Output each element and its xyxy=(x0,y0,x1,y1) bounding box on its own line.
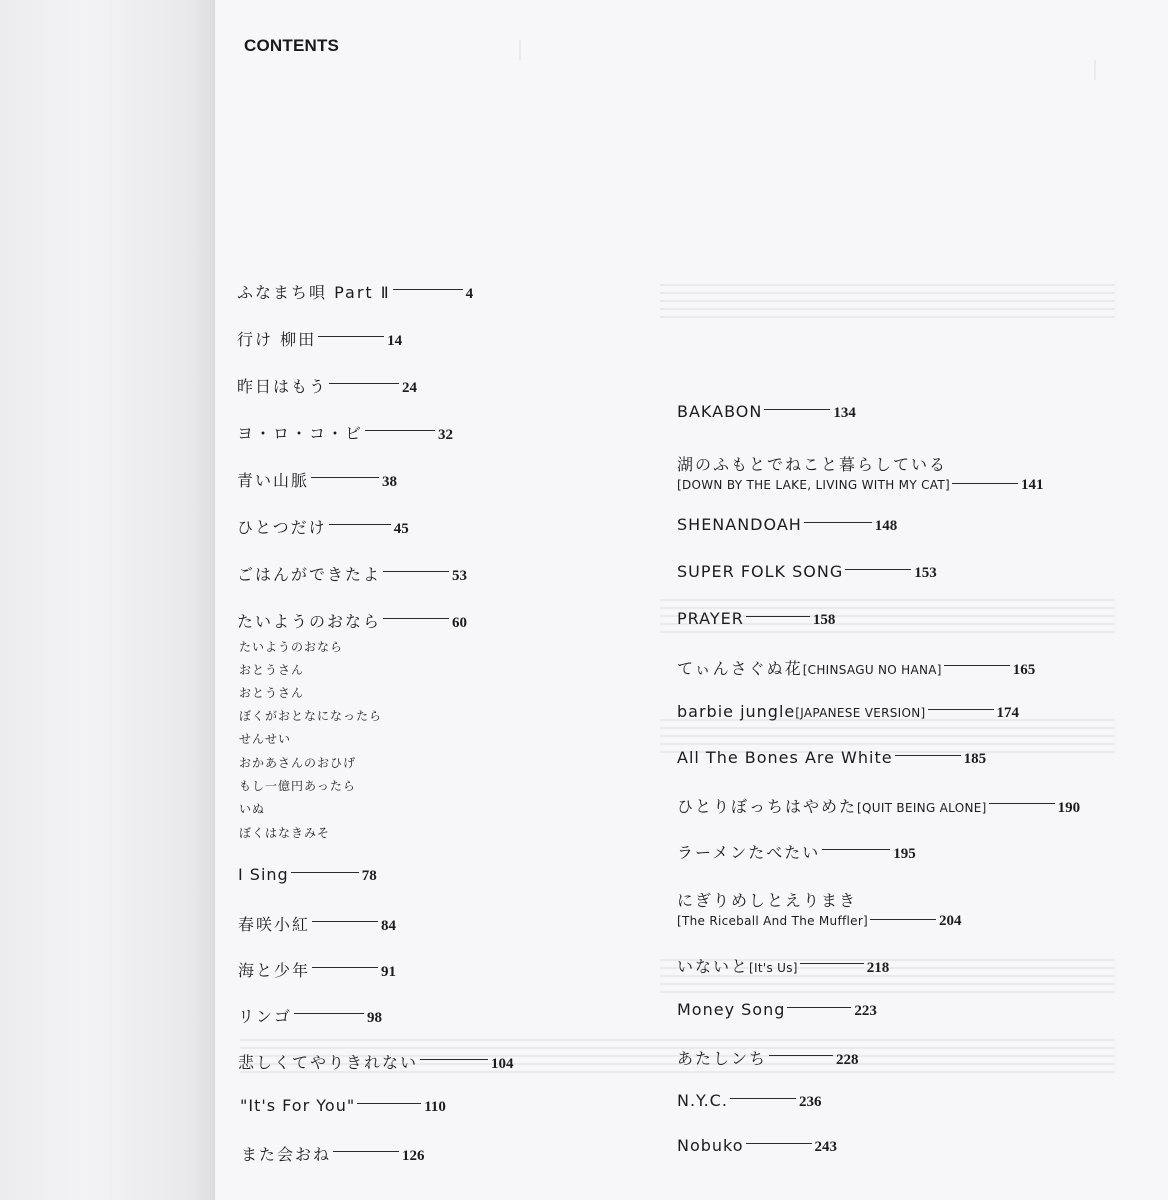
toc-entry-nigirimeshi[interactable] xyxy=(677,888,962,930)
entry-english-title: [JAPANESE VERSION] xyxy=(795,706,926,720)
leader-line xyxy=(769,1055,833,1056)
entry-title: barbie jungle xyxy=(677,702,796,721)
entry-page: 14 xyxy=(387,333,403,349)
entry-page: 141 xyxy=(1020,477,1044,493)
toc-entry-taiyou-no-onara[interactable] xyxy=(237,609,467,632)
leader-line xyxy=(312,921,378,922)
leader-line xyxy=(357,1103,421,1104)
entry-page: 195 xyxy=(893,846,916,862)
entry-page: 148 xyxy=(874,518,898,534)
toc-entry-ringo[interactable] xyxy=(238,1004,382,1027)
toc-entry-all-the-bones[interactable] xyxy=(677,748,986,768)
entry-title: N.Y.C. xyxy=(677,1091,728,1110)
leader-line xyxy=(730,1098,796,1099)
leader-line xyxy=(989,803,1055,804)
entry-title: ラーメンたべたい xyxy=(677,843,821,862)
entry-title: にぎりめしとえりまき xyxy=(677,891,858,910)
entry-page: 228 xyxy=(836,1052,859,1068)
toc-entry-inaito[interactable] xyxy=(677,954,889,977)
leader-line xyxy=(822,849,890,850)
leader-line xyxy=(383,618,449,619)
toc-entry-prayer[interactable] xyxy=(677,609,835,629)
entry-page: 104 xyxy=(491,1056,514,1072)
leader-line xyxy=(393,289,463,290)
entry-title: SHENANDOAH xyxy=(677,515,802,534)
toc-entry-mata-aone[interactable] xyxy=(241,1142,425,1165)
sub-song: もし一億円あったら xyxy=(239,779,356,793)
entry-title: ヨ・ロ・コ・ビ xyxy=(237,424,364,443)
leader-line xyxy=(952,483,1018,484)
entry-title: 悲しくてやりきれない xyxy=(238,1053,419,1072)
leader-line xyxy=(800,963,864,964)
entry-title: 海と少年 xyxy=(238,961,311,980)
entry-title: I Sing xyxy=(238,865,289,884)
sub-song: ぼくがおとなになったら xyxy=(239,709,383,723)
toc-entry-money-song[interactable] xyxy=(677,1000,877,1020)
toc-entry-atashinchi[interactable] xyxy=(677,1046,859,1069)
sub-song: おかあさんのおひげ xyxy=(239,756,357,770)
leader-line xyxy=(312,967,378,968)
toc-entry-gohan-ga-dekita-yo[interactable] xyxy=(237,562,467,585)
entry-page: 236 xyxy=(798,1094,822,1110)
toc-entry-barbie-jungle[interactable] xyxy=(677,702,1019,722)
leader-line xyxy=(746,616,810,617)
entry-page: 165 xyxy=(1012,662,1036,678)
toc-entry-kinou-wa-mou[interactable] xyxy=(237,374,417,397)
leader-line xyxy=(383,571,449,572)
entry-title: 昨日はもう xyxy=(237,377,328,396)
entry-title: たいようのおなら xyxy=(237,612,382,631)
entry-english-title: [The Riceball And The Muffler] xyxy=(677,914,869,928)
toc-entry-haruzaki-kobeni[interactable] xyxy=(238,912,396,935)
entry-page: 24 xyxy=(402,380,418,396)
leader-line xyxy=(764,409,830,410)
leader-line xyxy=(329,383,399,384)
entry-title: 青い山脈 xyxy=(237,471,310,490)
entry-title: ふなまち唄 Part Ⅱ xyxy=(237,283,391,302)
leader-line xyxy=(329,524,391,525)
entry-title: 湖のふもとでねこと暮らしている xyxy=(677,455,948,474)
entry-page: 110 xyxy=(424,1099,446,1115)
entry-english-title: [CHINSAGU NO HANA] xyxy=(802,663,942,677)
entry-title: リンゴ xyxy=(238,1007,293,1026)
sub-song: ぼくはなきみそ xyxy=(239,826,331,840)
entry-page: 78 xyxy=(361,868,377,884)
entry-page: 218 xyxy=(866,960,890,976)
entry-title: いないと xyxy=(677,957,750,976)
toc-entry-kanashikute[interactable] xyxy=(238,1050,514,1073)
toc-entry-super-folk-song[interactable] xyxy=(677,562,937,582)
entry-page: 60 xyxy=(452,615,468,631)
book-binding xyxy=(0,0,215,1200)
leader-line xyxy=(804,522,872,523)
entry-page: 174 xyxy=(996,705,1020,721)
entry-title: あたしンち xyxy=(677,1049,768,1068)
entry-page: 223 xyxy=(854,1003,877,1019)
toc-entry-nobuko[interactable] xyxy=(677,1136,837,1156)
entry-page: 91 xyxy=(381,964,397,980)
leader-line xyxy=(365,430,435,431)
entry-title: Nobuko xyxy=(677,1136,744,1155)
leader-line xyxy=(318,336,384,337)
leader-line xyxy=(787,1007,851,1008)
leader-line xyxy=(870,919,936,920)
entry-title: SUPER FOLK SONG xyxy=(677,562,844,581)
entry-title: 春咲小紅 xyxy=(238,915,311,934)
entry-title: ひとつだけ xyxy=(237,518,327,537)
toc-entry-nyc[interactable] xyxy=(677,1091,821,1111)
entry-title: てぃんさぐぬ花 xyxy=(677,659,803,678)
toc-entry-mizuumi[interactable] xyxy=(677,452,1043,494)
leader-line xyxy=(294,1013,364,1014)
entry-english-title: [It's Us] xyxy=(749,961,798,975)
entry-page: 4 xyxy=(465,286,474,302)
entry-title: 行け 柳田 xyxy=(237,330,317,349)
entry-page: 126 xyxy=(402,1148,425,1164)
sub-song: いぬ xyxy=(239,802,266,816)
leader-line xyxy=(944,665,1010,666)
entry-title: ひとりぼっちはやめた xyxy=(677,797,858,816)
toc-entry-i-sing[interactable] xyxy=(238,865,377,885)
entry-title: BAKABON xyxy=(677,402,763,421)
entry-title: ごはんができたよ xyxy=(237,565,382,584)
entry-page: 45 xyxy=(393,521,409,537)
entry-page: 153 xyxy=(914,565,937,581)
entry-page: 32 xyxy=(438,427,454,443)
leader-line xyxy=(311,477,379,478)
toc-entry-shenandoah[interactable] xyxy=(677,515,897,535)
leader-line xyxy=(746,1143,812,1144)
toc-entry-its-for-you[interactable] xyxy=(240,1096,446,1116)
sub-song: おとうさん xyxy=(239,686,305,700)
toc-entry-ramen-tabetai[interactable] xyxy=(677,840,916,863)
contents-title: CONTENTS xyxy=(244,36,340,55)
entry-page: 190 xyxy=(1057,800,1081,816)
entry-page: 243 xyxy=(814,1139,838,1155)
entry-title: Money Song xyxy=(677,1000,786,1019)
entry-title: PRAYER xyxy=(677,609,744,628)
entry-page: 53 xyxy=(452,568,468,584)
leader-line xyxy=(333,1151,399,1152)
sub-song: たいようのおなら xyxy=(239,640,344,654)
leader-line xyxy=(928,709,994,710)
toc-entry-umi-to-shounen[interactable] xyxy=(238,958,396,981)
leader-line xyxy=(895,755,961,756)
entry-title: "It's For You" xyxy=(240,1096,356,1115)
entry-page: 185 xyxy=(963,751,987,767)
entry-page: 158 xyxy=(812,612,836,628)
entry-title: All The Bones Are White xyxy=(677,748,893,767)
entry-english-title: [DOWN BY THE LAKE, LIVING WITH MY CAT] xyxy=(677,478,950,492)
entry-page: 204 xyxy=(939,913,962,929)
toc-entry-funamachi[interactable] xyxy=(237,280,473,303)
entry-title: また会おね xyxy=(241,1145,332,1164)
sub-song: おとうさん xyxy=(239,663,305,677)
entry-page: 38 xyxy=(382,474,398,490)
sub-song: せんせい xyxy=(239,732,292,746)
toc-entry-yorokobi[interactable] xyxy=(237,421,453,444)
leader-line xyxy=(420,1059,488,1060)
entry-english-title: [QUIT BEING ALONE] xyxy=(857,801,987,815)
toc-entry-aoi-sanmyaku[interactable] xyxy=(237,468,397,491)
entry-page: 98 xyxy=(367,1010,383,1026)
leader-line xyxy=(845,569,911,570)
leader-line xyxy=(291,872,359,873)
entry-page: 84 xyxy=(381,918,397,934)
toc-entry-tinsagu-nu-hana[interactable] xyxy=(677,656,1035,679)
toc-entry-hitoribocchi[interactable] xyxy=(677,794,1080,817)
entry-page: 134 xyxy=(833,405,856,421)
toc-entry-hitotsu-dake[interactable] xyxy=(237,515,409,538)
toc-entry-bakabon[interactable] xyxy=(677,402,856,422)
toc-entry-ike-yanagita[interactable] xyxy=(237,327,402,350)
